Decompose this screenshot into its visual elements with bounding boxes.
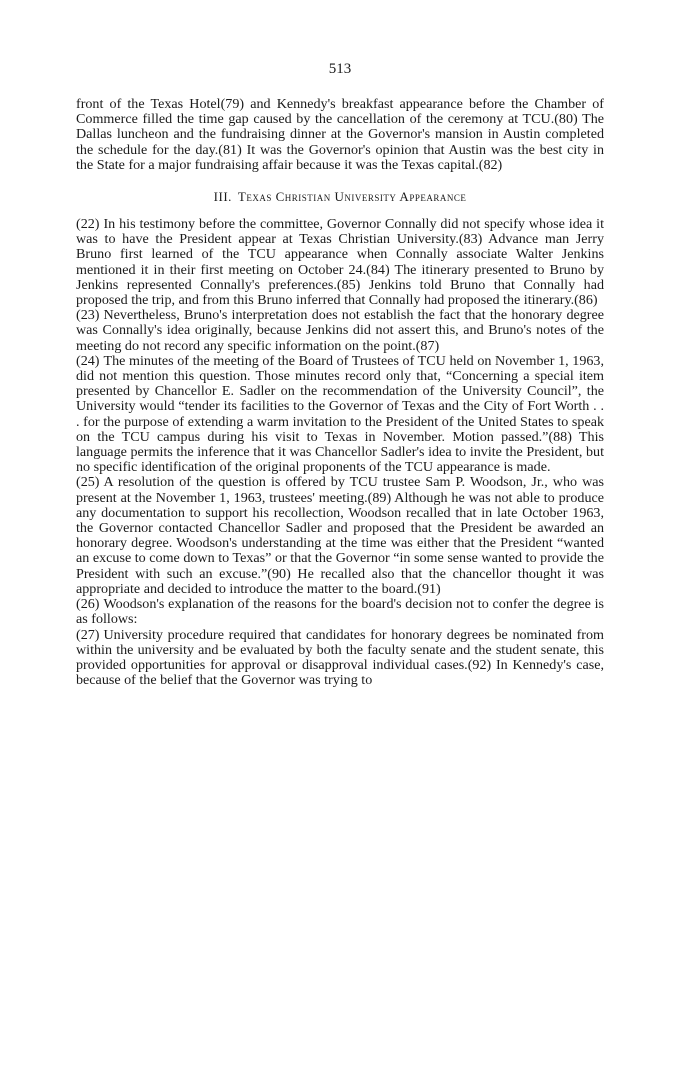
section-heading — [76, 189, 604, 205]
paragraph-23 — [76, 308, 604, 354]
intro-paragraph: front of the Texas Hotel(79) and Kennedy's breakfast appearance before the Chamber of Commerce filled the time gap caused by the cancellation of the ceremony at TCU.(80) The Dallas luncheon and the fundraising dinner at the Governor's mansion in Austin completed the schedule for the day.(81) It was the Governor's opinion that Austin was the best city in the State for a major fundraising affair because it was the Texas capital.(82) — [76, 96, 604, 173]
paragraph-text: The minutes of the meeting of the Board of Trustees of TCU held on November 1, 1963, did not mention this question. Those minutes record only that, “Concerning a special item presented by Chancellor E. Sadler on the recommendation of the University Council”, the University would “tender its facilities to the Governor of Texas and the City of Fort Worth . . . for the purpose of extending a warm invitation to the President of the United States to speak on the TCU campus during his visit to Texas in November. Motion passed.”(88) This language permits the inference that it was Chancellor Sadler's idea to invite the President, but no specific identification of the original proponents of the TCU appearance is made. — [76, 352, 604, 476]
paragraph-25 — [76, 475, 604, 597]
section-numeral: III. — [213, 189, 232, 205]
paragraph-22 — [76, 217, 604, 308]
paragraph-text: Woodson's explanation of the reasons for the board's decision not to confer the degree is as follows: — [76, 596, 604, 628]
page-number: 513 — [328, 61, 352, 77]
paragraph-text: Nevertheless, Bruno's interpretation does not establish the fact that the honorary degree was Connally's idea originally, because Jenkins did not assert this, and Bruno's notes of the meeting do not record any specific information on the point.(87) — [76, 307, 604, 354]
paragraph-text: In his testimony before the committee, Governor Connally did not specify whose idea it was to have the President appear at Texas Christian University.(83) Advance man Jerry Bruno first learned of the TCU appearance when Connally associate Walter Jenkins mentioned it in their first meeting on October 24.(84) The itinerary presented to Bruno by Jenkins represented Connally's preferences.(85) Jenkins told Bruno that Connally had proposed the trip, and from this Bruno inferred that Connally had proposed the itinerary.(86) — [76, 216, 604, 309]
paragraph-text: University procedure required that candidates for honorary degrees be nominated from within the university and be evaluated by both the faculty senate and the student senate, this provided opportunities for approval or disapproval individual cases.(92) In Kennedy's case, because of the belief that the Governor was trying to — [76, 626, 604, 689]
paragraph-27 — [76, 628, 604, 689]
paragraph-24 — [76, 354, 604, 476]
paragraph-text: A resolution of the question is offered by TCU trustee Sam P. Woodson, Jr., who was present at the November 1, 1963, trustees' meeting.(89) Although he was not able to produce any documentation to support his recollection, Woodson recalled that in late October 1963, the Governor contacted Chancellor Sadler and proposed that the President be awarded an honorary degree. Woodson's understanding at the time was either that the President “wanted an excuse to come down to Texas” or that the Governor “in some sense wanted to provide the President with such an excuse.”(90) He recalled also that the chancellor thought it was appropriate and decided to introduce the matter to the board.(91) — [76, 474, 604, 597]
paragraph-number: (27) — [76, 626, 100, 643]
paragraph-number: (25) — [76, 474, 100, 491]
document-page — [76, 60, 604, 688]
paragraph-number: (24) — [76, 352, 100, 369]
section-title: Texas Christian University Appearance — [237, 189, 467, 205]
paragraph-number: (26) — [76, 596, 100, 613]
paragraph-number: (23) — [76, 307, 100, 324]
paragraph-26 — [76, 597, 604, 627]
paragraph-number: (22) — [76, 216, 100, 233]
